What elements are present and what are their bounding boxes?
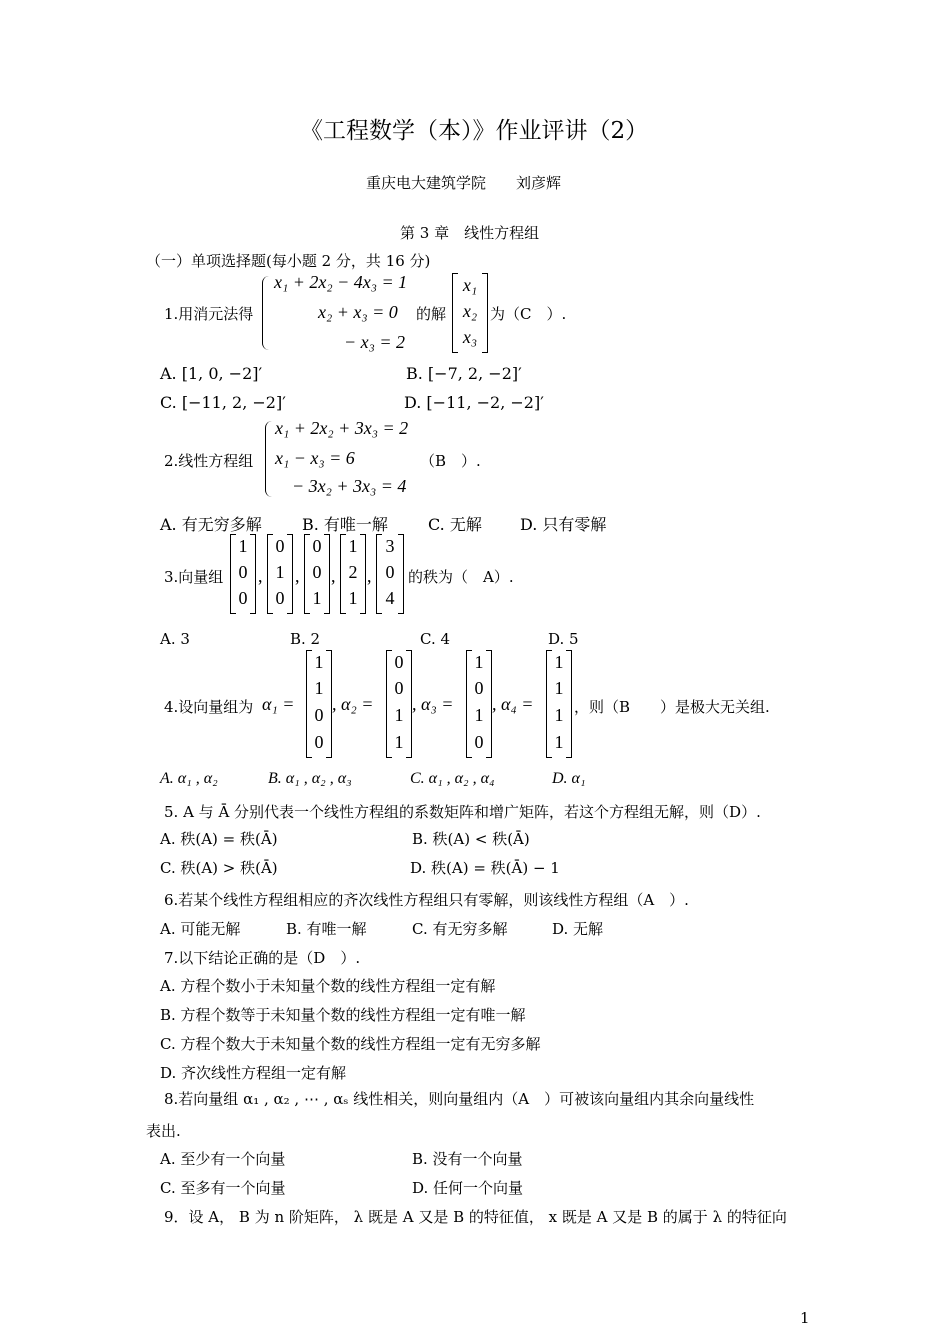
q4-alpha3-vector	[466, 650, 492, 758]
vector-entry: 1	[312, 588, 322, 608]
vector-entry: x₁	[462, 275, 478, 295]
vector-entry: 1	[394, 732, 404, 752]
vector-entry: 0	[314, 705, 324, 725]
q1-option-a: A. [1, 0, −2]′	[160, 364, 263, 383]
q1-solution-vector	[452, 273, 488, 353]
vector-entry: 1	[554, 678, 564, 698]
q5-option-b: B. 秩(A) < 秩(Ā)	[412, 830, 530, 848]
q3-vector-4	[340, 534, 366, 614]
vector-entry: 1	[314, 678, 324, 698]
q1-eq-row: − x₃ = 2	[344, 332, 406, 352]
q3-option-b: B. 2	[290, 630, 321, 648]
vector-entry: 1	[474, 652, 484, 672]
q6-option-a: A. 可能无解	[160, 920, 241, 938]
q2-brace	[265, 421, 272, 497]
q2-prefix: 2.线性方程组	[164, 452, 254, 470]
page-title: 《工程数学（本）》作业评讲（2）	[300, 118, 649, 144]
q4-prefix: 4.设向量组为	[164, 698, 254, 716]
q4-option-a: A. α₁ , α₂	[160, 770, 218, 787]
chapter-heading: 第 3 章 线性方程组	[400, 224, 540, 242]
q4-label: α₁ =	[262, 694, 295, 714]
vector-entry: 0	[474, 678, 484, 698]
vector-entry: 0	[385, 562, 395, 582]
comma: ,	[331, 566, 336, 586]
q5-option-a: A. 秩(A) = 秩(Ā)	[160, 830, 278, 848]
vector-entry: 1	[238, 536, 248, 556]
q2-option-c: C. 无解	[428, 515, 482, 534]
q8-text-line1: 8.若向量组 α₁ , α₂ , ⋯ , αₛ 线性相关，则向量组内（A ）可被该向量组内其余向量线性	[164, 1090, 755, 1108]
vector-entry: 3	[385, 536, 395, 556]
q2-eq-row: x₁ + 2x₂ + 3x₃ = 2	[275, 418, 409, 438]
q5-text: 5. A 与 Ā 分别代表一个线性方程组的系数矩阵和增广矩阵，若这个方程组无解，则（D）.	[164, 803, 761, 821]
q2-suffix: （B ）.	[420, 452, 481, 470]
vector-entry: 0	[312, 536, 322, 556]
vector-entry: 0	[474, 732, 484, 752]
vector-entry: 0	[314, 732, 324, 752]
vector-entry: 1	[394, 705, 404, 725]
q3-vector-3	[304, 534, 330, 614]
q4-option-c: C. α₁ , α₂ , α₄	[410, 770, 495, 787]
vector-entry: 1	[554, 705, 564, 725]
vector-entry: x₂	[462, 301, 478, 321]
q2-option-a: A. 有无穷多解	[160, 515, 262, 534]
q6-option-d: D. 无解	[552, 920, 604, 938]
q8-option-c: C. 至多有一个向量	[160, 1179, 286, 1197]
q6-text: 6.若某个线性方程组相应的齐次线性方程组只有零解，则该线性方程组（A ）.	[164, 891, 689, 909]
comma: ,	[367, 566, 372, 586]
vector-entry: 4	[385, 588, 395, 608]
q8-option-a: A. 至少有一个向量	[160, 1150, 286, 1168]
q4-label: , α₄ =	[492, 694, 534, 714]
vector-entry: 1	[348, 588, 358, 608]
q2-eq-row: − 3x₂ + 3x₃ = 4	[292, 476, 407, 496]
comma: ,	[295, 566, 300, 586]
vector-entry: 0	[312, 562, 322, 582]
q1-brace	[262, 276, 269, 350]
vector-entry: 1	[474, 705, 484, 725]
vector-entry: 1	[348, 536, 358, 556]
q4-label: , α₃ =	[412, 694, 454, 714]
q1-option-b: B. [−7, 2, −2]′	[406, 364, 522, 383]
q5-option-d: D. 秩(A) = 秩(Ā) − 1	[410, 859, 560, 877]
q1-suffix: 为（C ）.	[490, 305, 567, 323]
q7-option-b: B. 方程个数等于未知量个数的线性方程组一定有唯一解	[160, 1006, 526, 1024]
vector-entry: 0	[394, 678, 404, 698]
author-line: 重庆电大建筑学院 刘彦辉	[366, 174, 562, 192]
q8-option-b: B. 没有一个向量	[412, 1150, 523, 1168]
q2-option-d: D. 只有零解	[520, 515, 607, 534]
page-number: 1	[800, 1309, 810, 1327]
q1-eq-row: x₂ + x₃ = 0	[318, 302, 398, 322]
q2-option-b: B. 有唯一解	[302, 515, 388, 534]
q4-alpha4-vector	[546, 650, 572, 758]
q8-option-d: D. 任何一个向量	[412, 1179, 524, 1197]
comma: ,	[258, 566, 263, 586]
q3-vector-2	[267, 534, 293, 614]
q4-label: , α₂ =	[332, 694, 374, 714]
q3-suffix: 的秩为（ A）.	[408, 568, 514, 586]
q4-option-d: D. α₁	[552, 770, 586, 787]
vector-entry: 0	[394, 652, 404, 672]
q4-alpha1-vector	[306, 650, 332, 758]
q1-option-d: D. [−11, −2, −2]′	[404, 393, 544, 412]
vector-entry: 0	[238, 588, 248, 608]
q9-text: 9．设 A， B 为 n 阶矩阵， λ 既是 A 又是 B 的特征值， x 既是 A 又是 B 的属于 λ 的特征向	[164, 1208, 787, 1226]
q7-option-a: A. 方程个数小于未知量个数的线性方程组一定有解	[160, 977, 496, 995]
q3-vector-1	[230, 534, 256, 614]
q6-option-b: B. 有唯一解	[286, 920, 367, 938]
q8-text-line2: 表出.	[146, 1122, 181, 1140]
vector-entry: 0	[275, 588, 285, 608]
q1-prefix: 1.用消元法得	[164, 305, 254, 323]
q6-option-c: C. 有无穷多解	[412, 920, 508, 938]
q4-alpha2-vector	[386, 650, 412, 758]
q3-option-a: A. 3	[160, 630, 190, 648]
vector-entry: 1	[554, 652, 564, 672]
q1-eq-row: x₁ + 2x₂ − 4x₃ = 1	[274, 272, 408, 292]
vector-entry: 1	[554, 732, 564, 752]
q3-option-d: D. 5	[548, 630, 579, 648]
section-heading: （一）单项选择题(每小题 2 分，共 16 分)	[146, 252, 431, 270]
vector-entry: 0	[275, 536, 285, 556]
vector-entry: x₃	[462, 327, 478, 347]
q7-option-d: D. 齐次线性方程组一定有解	[160, 1064, 347, 1082]
q5-option-c: C. 秩(A) > 秩(Ā)	[160, 859, 278, 877]
q2-eq-row: x₁ − x₃ = 6	[275, 448, 355, 468]
q4-suffix: ，则（B ）是极大无关组.	[574, 698, 770, 716]
vector-entry: 2	[348, 562, 358, 582]
q3-option-c: C. 4	[420, 630, 451, 648]
q7-option-c: C. 方程个数大于未知量个数的线性方程组一定有无穷多解	[160, 1035, 541, 1053]
q3-prefix: 3.向量组	[164, 568, 224, 586]
q1-middle: 的解	[416, 305, 447, 323]
q4-option-b: B. α₁ , α₂ , α₃	[268, 770, 352, 787]
q3-vector-5	[376, 534, 404, 614]
vector-entry: 1	[314, 652, 324, 672]
q7-text: 7.以下结论正确的是（D ）.	[164, 949, 361, 967]
q1-option-c: C. [−11, 2, −2]′	[160, 393, 286, 412]
vector-entry: 1	[275, 562, 285, 582]
vector-entry: 0	[238, 562, 248, 582]
